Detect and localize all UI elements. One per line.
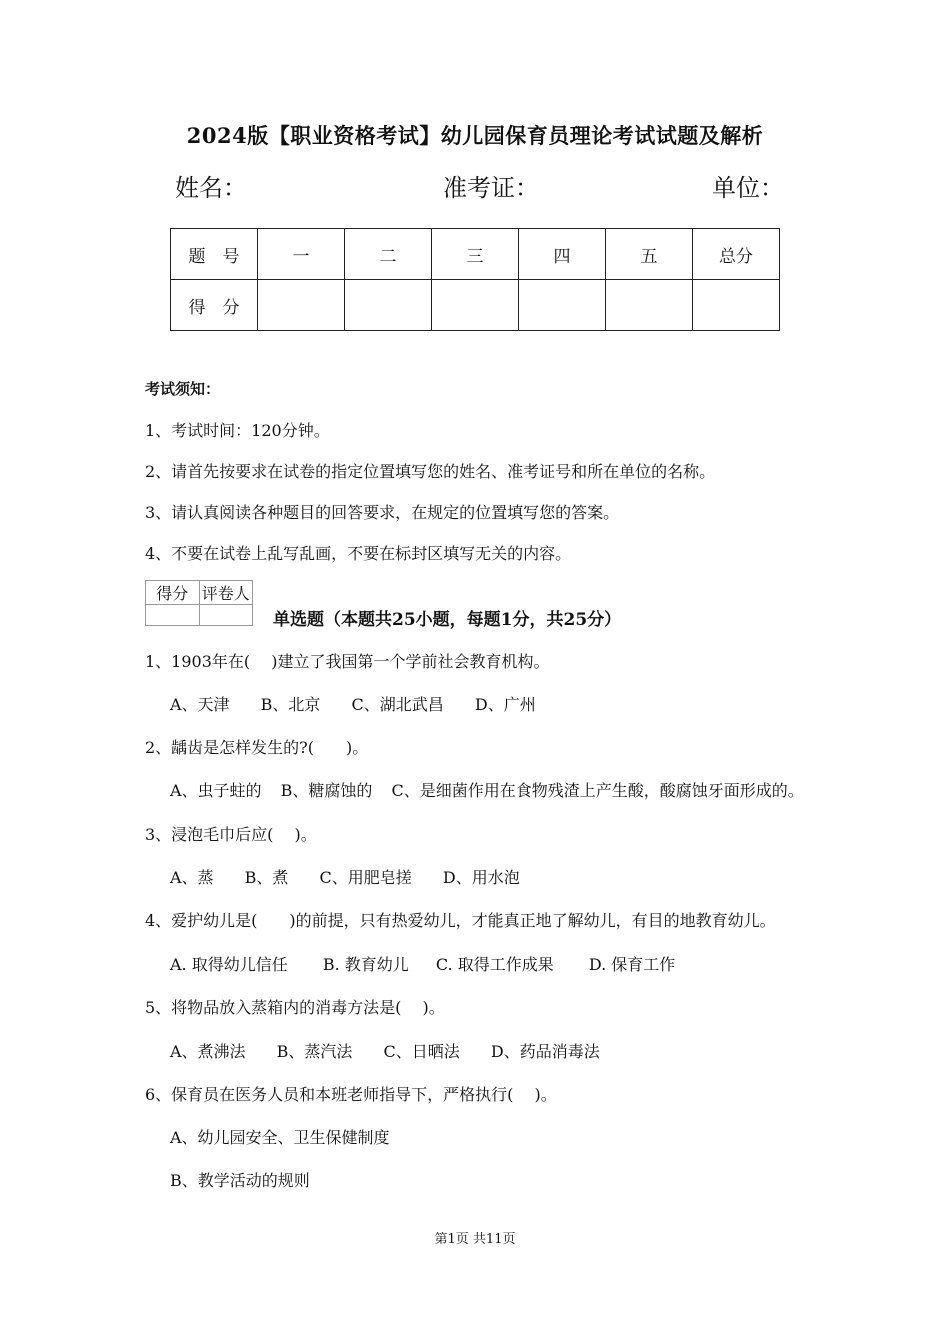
section-title: 单选题（本题共25小题，每题1分，共25分）	[273, 610, 622, 630]
score-table	[170, 228, 780, 331]
option[interactable]: C、是细菌作用在食物残渣上产生酸，酸腐蚀牙面形成的。	[391, 781, 804, 800]
grader-name-label: 评卷人	[199, 581, 253, 605]
option[interactable]: C、用肥皂搓	[319, 868, 412, 887]
exam-number-field-label: 准考证：	[443, 174, 539, 202]
option[interactable]: B、糖腐蚀的	[280, 781, 373, 800]
score-header-cell: 二	[345, 229, 432, 280]
question-4-options	[170, 952, 701, 975]
option[interactable]: D、药品消毒法	[490, 1042, 600, 1061]
grader-box	[145, 580, 253, 626]
page-footer: 第1页 共11页	[434, 1232, 516, 1247]
question-5-options	[170, 1039, 626, 1062]
option[interactable]: A、煮沸法	[170, 1042, 246, 1061]
option[interactable]: A、天津	[170, 695, 230, 714]
question-2-options	[170, 778, 804, 801]
score-cell[interactable]	[693, 280, 780, 331]
option[interactable]: B、北京	[260, 695, 321, 714]
option[interactable]: D、用水泡	[442, 868, 520, 887]
notice-item: 4、不要在试卷上乱写乱画，不要在标封区填写无关的内容。	[145, 544, 572, 563]
notice-item: 1、考试时间：120分钟。	[145, 421, 330, 440]
question-1-options	[170, 692, 562, 715]
question-6: 6、保育员在医务人员和本班老师指导下，严格执行( )。	[145, 1085, 557, 1104]
option[interactable]: D、广州	[474, 695, 536, 714]
option[interactable]: A、蒸	[170, 868, 214, 887]
option[interactable]: C、湖北武昌	[351, 695, 444, 714]
question-3-options	[170, 865, 546, 888]
notice-item: 3、请认真阅读各种题目的回答要求，在规定的位置填写您的答案。	[145, 503, 620, 522]
notice-heading: 考试须知：	[145, 380, 221, 398]
score-header-cell: 三	[432, 229, 519, 280]
score-table-score-row	[171, 280, 780, 331]
score-header-cell: 四	[519, 229, 606, 280]
score-cell[interactable]	[606, 280, 693, 331]
option[interactable]: B、蒸汽法	[276, 1042, 353, 1061]
score-cell[interactable]	[519, 280, 606, 331]
question-2: 2、龋齿是怎样发生的?( )。	[145, 738, 369, 757]
option[interactable]: B. 教育幼儿	[322, 955, 409, 974]
question-5: 5、将物品放入蒸箱内的消毒方法是( )。	[145, 998, 445, 1017]
score-cell[interactable]	[345, 280, 432, 331]
name-field-label: 姓名：	[175, 174, 247, 202]
score-header-cell: 五	[606, 229, 693, 280]
grader-score-label: 得分	[146, 581, 200, 605]
option[interactable]: B、煮	[244, 868, 289, 887]
question-6-option-a[interactable]: A、幼儿园安全、卫生保健制度	[170, 1128, 390, 1147]
option[interactable]: D. 保育工作	[588, 955, 676, 974]
unit-field-label: 单位：	[712, 174, 784, 202]
question-4: 4、爱护幼儿是( )的前提，只有热爱幼儿，才能真正地了解幼儿，有目的地教育幼儿。	[145, 911, 776, 930]
option[interactable]: A. 取得幼儿信任	[170, 955, 288, 974]
question-1: 1、1903年在( )建立了我国第一个学前社会教育机构。	[145, 652, 550, 671]
grader-name-cell[interactable]	[199, 605, 253, 626]
score-header-cell: 总分	[693, 229, 780, 280]
score-table-header-row	[171, 229, 780, 280]
option[interactable]: A、虫子蛀的	[170, 781, 262, 800]
score-row-label: 得 分	[171, 280, 258, 331]
question-6-option-b[interactable]: B、教学活动的规则	[170, 1171, 310, 1190]
score-header-cell: 一	[258, 229, 345, 280]
option[interactable]: C. 取得工作成果	[435, 955, 554, 974]
question-3: 3、浸泡毛巾后应( )。	[145, 825, 317, 844]
score-header-cell: 题 号	[171, 229, 258, 280]
page-title: 2024版【职业资格考试】幼儿园保育员理论考试试题及解析	[186, 123, 764, 148]
score-cell[interactable]	[258, 280, 345, 331]
grader-score-cell[interactable]	[146, 605, 200, 626]
score-cell[interactable]	[432, 280, 519, 331]
option[interactable]: C、日晒法	[383, 1042, 460, 1061]
notice-item: 2、请首先按要求在试卷的指定位置填写您的姓名、准考证号和所在单位的名称。	[145, 462, 716, 481]
